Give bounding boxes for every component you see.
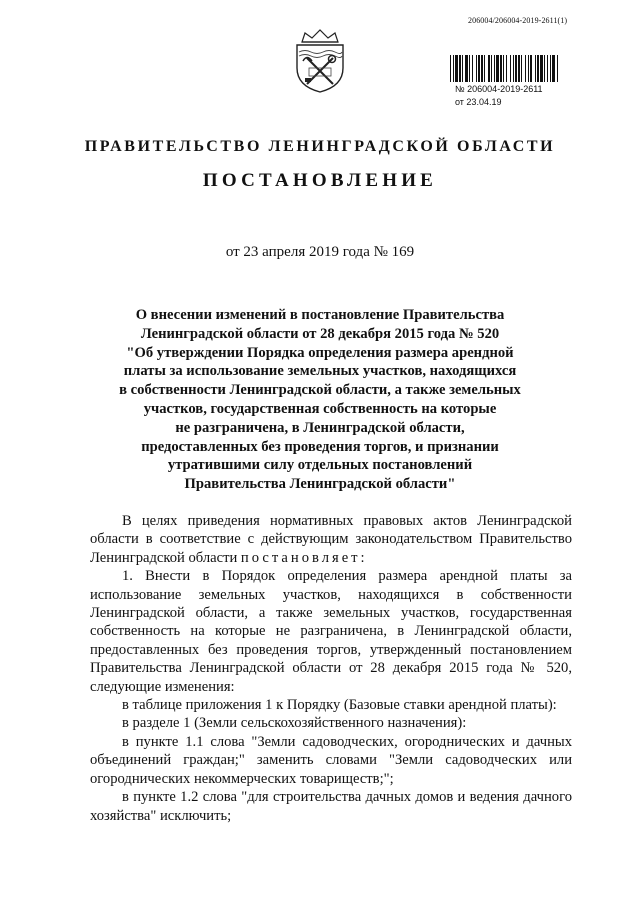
subject-line: утратившими силу отдельных постановлений <box>167 457 473 474</box>
preamble-paragraph <box>90 512 572 567</box>
document-body <box>90 512 572 825</box>
preamble-text: В целях приведения нормативных правовых актов Ленинградской области в соответствие с действующим законодательством Правительство Ленинградской области <box>90 513 572 566</box>
subject-line: Ленинградской области от 28 декабря 2015 года № 520 <box>140 325 500 342</box>
body-paragraph-section: в разделе 1 (Земли сельскохозяйственного назначения): <box>122 715 467 732</box>
subject-line: участков, государственная собственность на которые <box>143 400 497 417</box>
body-paragraph-item-1: 1. Внести в Порядок определения размера арендной платы за использование земельных участков, находящихся в собственности Ленинградской области, а также земельных участков, государственная собственность на которые не разграничена, в Ленинградской области, предоставленных без проведения торгов, утвержденный постановлением Правительства Ленинградской области от 28 декабря 2015 года № 520, следующие изменения: <box>90 568 572 695</box>
subject-line: предоставленных без проведения торгов, и признании <box>141 438 499 455</box>
subject-line: не разграничена, в Ленинградской области, <box>175 419 465 436</box>
document-subject <box>90 306 550 494</box>
subject-line: Правительства Ленинградской области" <box>184 476 456 493</box>
body-paragraph-clause-1-2: в пункте 1.2 слова "для строительства дачных домов и ведения дачного хозяйства" исключить; <box>90 789 572 824</box>
subject-line: платы за использование земельных участков, находящихся <box>123 363 517 380</box>
registration-number-top: 206004/206004-2019-2611(1) <box>468 16 568 25</box>
document-date-number: от 23 апреля 2019 года № 169 <box>225 244 415 260</box>
barcode-icon <box>450 55 558 82</box>
registration-number: № 206004-2019-2611 <box>455 84 543 94</box>
government-title: ПРАВИТЕЛЬСТВО ЛЕНИНГРАДСКОЙ ОБЛАСТИ <box>84 138 556 155</box>
subject-line: О внесении изменений в постановление Правительства <box>135 307 505 323</box>
resolves-word: постановляет: <box>240 549 368 566</box>
document-type: ПОСТАНОВЛЕНИЕ <box>202 170 438 191</box>
subject-line: в собственности Ленинградской области, а также земельных <box>119 382 521 399</box>
registration-date: от 23.04.19 <box>455 97 502 107</box>
body-paragraph-table: в таблице приложения 1 к Порядку (Базовые ставки арендной платы): <box>122 697 557 714</box>
subject-line: "Об утверждении Порядка определения размера арендной <box>126 344 514 361</box>
body-paragraph-clause-1-1: в пункте 1.1 слова "Земли садоводческих, огороднических и дачных объединений граждан;" заменить словами "Земли садоводческих или огороднических некоммерческих товариществ;"; <box>90 733 572 787</box>
coat-of-arms-icon <box>285 28 355 94</box>
